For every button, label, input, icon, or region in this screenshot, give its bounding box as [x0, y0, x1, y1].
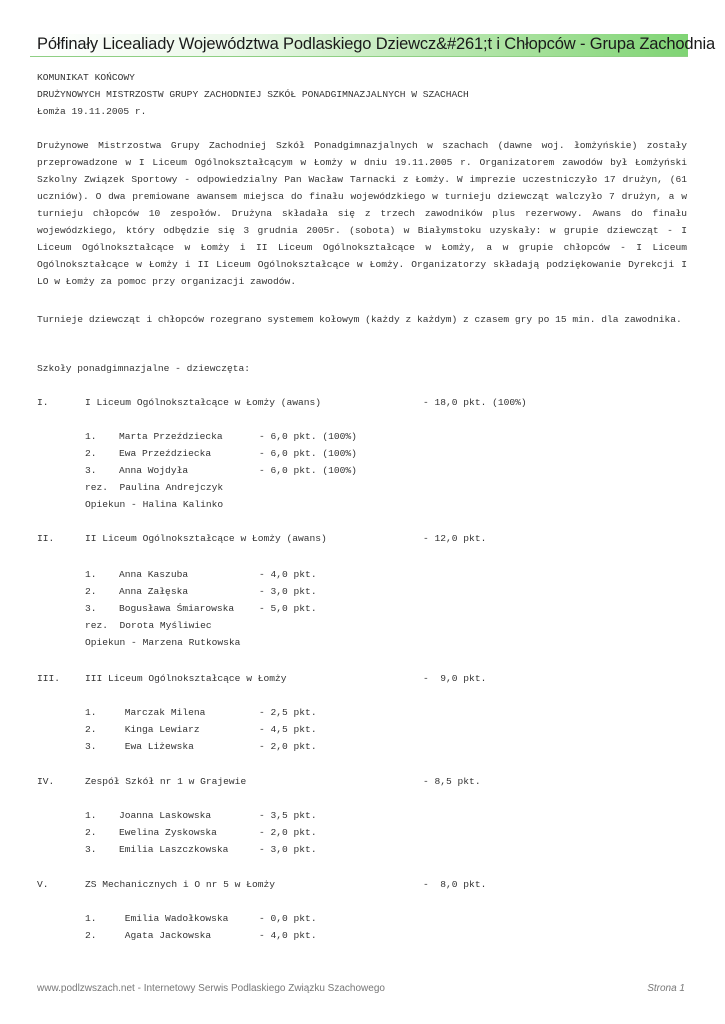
reserve-player: rez. Dorota Myśliwiec: [85, 620, 212, 631]
player-number: 1.: [85, 569, 97, 580]
player-score: - 2,0 pkt.: [259, 827, 317, 838]
player-score: - 6,0 pkt. (100%): [259, 431, 357, 442]
player-name: Marta Przeździecka: [119, 431, 223, 442]
player-score: - 3,0 pkt.: [259, 844, 317, 855]
school-name: Zespół Szkół nr 1 w Grajewie: [85, 776, 247, 787]
page-title: Półfinały Licealiady Województwa Podlaskiego Dziewcz&#261;t i Chłopców - Grupa Zachodnia: [37, 35, 716, 53]
school-number: III.: [37, 673, 61, 684]
player-name: Anna Wojdyła: [119, 465, 189, 476]
header-line-1: KOMUNIKAT KOŃCOWY: [37, 72, 135, 83]
paragraph-intro: Drużynowe Mistrzostwa Grupy Zachodniej Szkół Ponadgimnazjalnych w szachach (dawne woj. łomżyńskie) zostały przeprowadzone w I Liceum Ogólnokształcącym w Łomży w dniu 19.11.2005 r. Organizatorem zawodów był Łomżyński Szkolny Związek Sportowy - odpowiedzialny Pan Wacław Tarnacki z Łomży. W imprezie uczestniczyło 17 drużyn, (61 uczniów). O dwa premiowane awansem miejsca do finału wojewódzkiego w turnieju dziewcząt walczyło 7 drużyn, a w turnieju chłopców 10 zespołów. Drużyna składała się z trzech zawodników plus rezerwowy. Awans do finału wojewódzkiego, który odbędzie się 3 grudnia 2005r. (sobota) w Białymstoku uzyskały: w grupie dziewcząt - I Liceum Ogólnokształcące w Łomży i II Liceum Ogólnokształcące w Łomży, a w grupie chłopców - I Liceum Ogólnokształcące w Łomży i II Liceum Ogólnokształcące w Łomży. Organizatorzy składają podziękowanie Dyrekcji I LO w Łomży za pomoc przy organizacji zawodów.: [37, 140, 687, 287]
paragraph-system: Turnieje dziewcząt i chłopców rozegrano systemem kołowym (każdy z każdym) z czasem gry po 15 min. dla zawodnika.: [37, 314, 682, 325]
school-score: - 8,0 pkt.: [423, 879, 487, 890]
school-number: IV.: [37, 776, 55, 787]
player-score: - 4,0 pkt.: [259, 569, 317, 580]
school-number: I.: [37, 397, 49, 408]
player-name: Ewelina Zyskowska: [119, 827, 217, 838]
footer-site-link[interactable]: www.podlzwszach.net - Internetowy Serwis Podlaskiego Związku Szachowego: [37, 983, 385, 994]
section-heading: Szkoły ponadgimnazjalne - dziewczęta:: [37, 363, 251, 374]
school-name: ZS Mechanicznych i O nr 5 w Łomży: [85, 879, 275, 890]
player-score: - 6,0 pkt. (100%): [259, 465, 357, 476]
school-number: V.: [37, 879, 49, 890]
player-number: 1.: [85, 810, 97, 821]
player-name: Marczak Milena: [119, 707, 206, 718]
coach: Opiekun - Halina Kalinko: [85, 499, 224, 510]
player-number: 2.: [85, 586, 97, 597]
school-name: I Liceum Ogólnokształcące w Łomży (awans): [85, 397, 322, 408]
player-score: - 2,0 pkt.: [259, 741, 317, 752]
title-bar: [30, 34, 716, 57]
school-score: - 9,0 pkt.: [423, 673, 487, 684]
school-score: - 8,5 pkt.: [423, 776, 481, 787]
player-name: Emilia Wadołkowska: [119, 913, 229, 924]
player-name: Agata Jackowska: [119, 930, 212, 941]
player-score: - 4,5 pkt.: [259, 724, 317, 735]
school-number: II.: [37, 533, 55, 544]
player-number: 3.: [85, 741, 97, 752]
header-line-3: Łomża 19.11.2005 r.: [37, 106, 147, 117]
player-number: 2.: [85, 724, 97, 735]
player-score: - 3,0 pkt.: [259, 586, 317, 597]
player-number: 3.: [85, 603, 97, 614]
player-number: 1.: [85, 913, 97, 924]
player-number: 2.: [85, 930, 97, 941]
player-score: - 3,5 pkt.: [259, 810, 317, 821]
player-score: - 4,0 pkt.: [259, 930, 317, 941]
header-line-2: DRUŻYNOWYCH MISTRZOSTW GRUPY ZACHODNIEJ SZKÓŁ PONADGIMNAZJALNYCH W SZACHACH: [37, 89, 469, 100]
player-score: - 0,0 pkt.: [259, 913, 317, 924]
player-name: Anna Kaszuba: [119, 569, 189, 580]
player-number: 1.: [85, 431, 97, 442]
player-score: - 6,0 pkt. (100%): [259, 448, 357, 459]
reserve-player: rez. Paulina Andrejczyk: [85, 482, 224, 493]
coach: Opiekun - Marzena Rutkowska: [85, 637, 241, 648]
player-number: 2.: [85, 827, 97, 838]
player-name: Ewa Liżewska: [119, 741, 194, 752]
player-name: Bogusława Śmiarowska: [119, 603, 235, 614]
player-name: Kinga Lewiarz: [119, 724, 200, 735]
player-name: Ewa Przeździecka: [119, 448, 212, 459]
player-number: 2.: [85, 448, 97, 459]
player-score: - 5,0 pkt.: [259, 603, 317, 614]
school-score: - 12,0 pkt.: [423, 533, 487, 544]
school-name: III Liceum Ogólnokształcące w Łomży: [85, 673, 287, 684]
player-name: Emilia Laszczkowska: [119, 844, 229, 855]
footer-page-number: Strona 1: [647, 983, 685, 994]
school-score: - 18,0 pkt. (100%): [423, 397, 527, 408]
player-score: - 2,5 pkt.: [259, 707, 317, 718]
school-name: II Liceum Ogólnokształcące w Łomży (awans): [85, 533, 327, 544]
player-number: 1.: [85, 707, 97, 718]
player-name: Anna Załęska: [119, 586, 189, 597]
player-number: 3.: [85, 844, 97, 855]
player-number: 3.: [85, 465, 97, 476]
player-name: Joanna Laskowska: [119, 810, 212, 821]
